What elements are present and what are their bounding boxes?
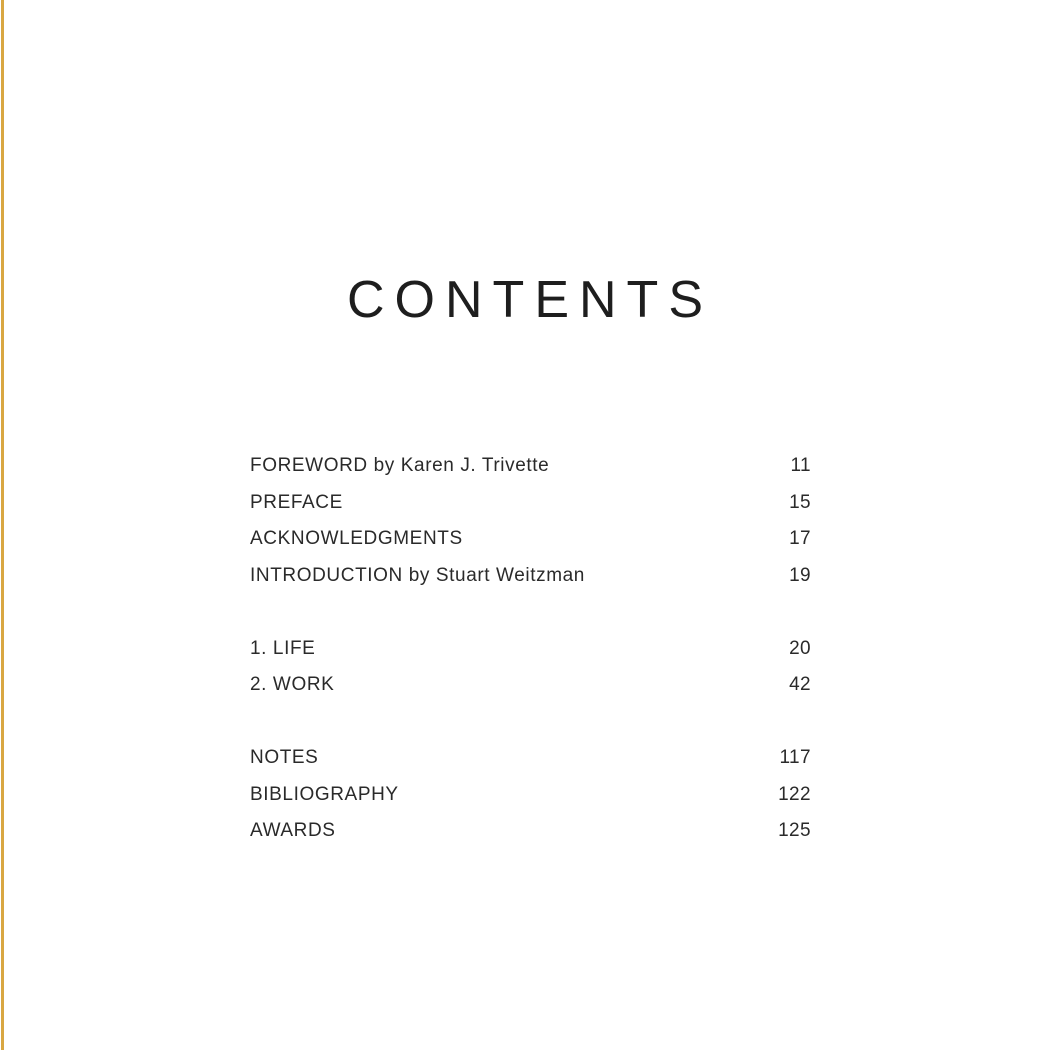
toc-entry-label: FOREWORD by Karen J. Trivette — [250, 455, 550, 476]
toc-entry — [250, 521, 811, 558]
table-of-contents — [250, 448, 811, 850]
toc-entry — [250, 631, 811, 668]
toc-entry — [250, 485, 811, 522]
toc-entry-label: NOTES — [250, 747, 319, 768]
toc-entry-page: 15 — [789, 491, 811, 513]
toc-entry — [250, 448, 811, 485]
toc-entry-page: 19 — [789, 564, 811, 586]
toc-entry-page: 122 — [778, 783, 811, 805]
toc-entry — [250, 777, 811, 814]
toc-entry — [250, 558, 811, 595]
toc-entry-label: ACKNOWLEDGMENTS — [250, 528, 463, 549]
toc-entry — [250, 667, 811, 704]
toc-entry-label: 2. WORK — [250, 674, 335, 695]
spine-accent-line — [1, 0, 4, 1050]
toc-entry — [250, 740, 811, 777]
toc-entry-label: BIBLIOGRAPHY — [250, 783, 399, 805]
toc-entry-page: 117 — [779, 747, 811, 768]
toc-entry — [250, 813, 811, 850]
toc-group-back-matter — [250, 740, 811, 850]
toc-entry-page: 11 — [790, 455, 811, 476]
toc-entry-label: PREFACE — [250, 491, 343, 513]
toc-entry-page: 125 — [778, 820, 811, 841]
toc-entry-label: AWARDS — [250, 820, 336, 841]
toc-group-chapters — [250, 631, 811, 704]
toc-group-front-matter — [250, 448, 811, 594]
toc-entry-page: 17 — [789, 528, 811, 549]
page-title: CONTENTS — [347, 271, 713, 329]
toc-entry-label: INTRODUCTION by Stuart Weitzman — [250, 564, 585, 586]
toc-entry-page: 20 — [789, 637, 811, 659]
toc-entry-label: 1. LIFE — [250, 637, 316, 659]
toc-entry-page: 42 — [789, 674, 811, 695]
